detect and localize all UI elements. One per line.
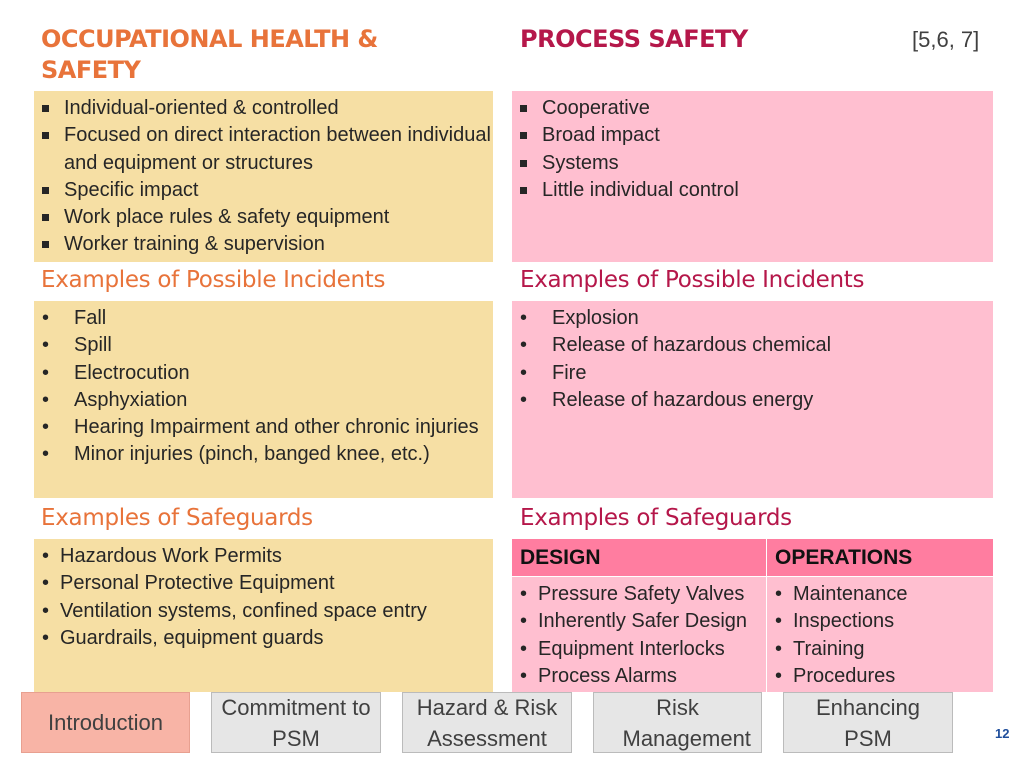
list-item-text: Broad impact bbox=[542, 124, 660, 147]
ps-incidents-box bbox=[512, 301, 993, 498]
list-item bbox=[767, 663, 993, 690]
list-item bbox=[34, 231, 493, 258]
square-bullet-icon bbox=[42, 105, 49, 112]
list-item bbox=[34, 332, 493, 359]
ohs-incidents-box bbox=[34, 301, 493, 498]
square-bullet-icon bbox=[520, 105, 527, 112]
ps-title: PROCESS SAFETY bbox=[520, 25, 748, 53]
list-item bbox=[512, 177, 993, 204]
ohs-safeguards-list bbox=[34, 543, 493, 652]
operations-list bbox=[767, 581, 993, 690]
list-item bbox=[512, 608, 766, 635]
list-item bbox=[512, 636, 766, 663]
list-item-text: Ventilation systems, confined space entry bbox=[60, 599, 427, 622]
list-item-text: Release of hazardous chemical bbox=[552, 334, 832, 357]
list-item-text: Cooperative bbox=[542, 97, 650, 119]
bullet-icon: • bbox=[520, 361, 528, 384]
list-item-text: Work place rules & safety equipment bbox=[64, 206, 390, 229]
nav-commitment-to-psm[interactable] bbox=[211, 692, 381, 753]
bullet-icon: • bbox=[520, 664, 528, 687]
list-item-text: Electrocution bbox=[74, 361, 190, 384]
citation: [5,6, 7] bbox=[912, 27, 980, 52]
list-item-text: Training bbox=[793, 637, 865, 660]
list-item-text: Minor injuries (pinch, banged knee, etc.) bbox=[74, 443, 430, 466]
list-item-text: Specific impact bbox=[64, 178, 199, 201]
list-item bbox=[34, 543, 493, 570]
nav-risk-management[interactable] bbox=[593, 692, 762, 753]
list-item bbox=[767, 581, 993, 608]
list-item bbox=[34, 177, 493, 204]
square-bullet-icon bbox=[42, 187, 49, 194]
ohs-title: OCCUPATIONAL HEALTH & SAFETY bbox=[41, 25, 378, 84]
bullet-icon: • bbox=[775, 583, 783, 605]
nav-introduction[interactable] bbox=[21, 692, 190, 753]
list-item-text: Hearing Impairment and other chronic injuries bbox=[74, 416, 479, 439]
bullet-icon: • bbox=[42, 416, 50, 439]
list-item bbox=[34, 625, 493, 652]
ps-traits-box bbox=[512, 91, 993, 262]
list-item bbox=[34, 414, 493, 441]
list-item bbox=[34, 95, 493, 122]
nav-enhancing-psm[interactable] bbox=[783, 692, 953, 753]
square-bullet-icon bbox=[42, 132, 49, 139]
bullet-icon: • bbox=[42, 572, 50, 595]
ohs-traits-box bbox=[34, 91, 493, 262]
list-item-text: Individual-oriented & controlled bbox=[64, 97, 339, 119]
ohs-incidents-title: Examples of Possible Incidents bbox=[41, 267, 386, 293]
list-item-text: Release of hazardous energy bbox=[552, 388, 814, 411]
list-item bbox=[34, 570, 493, 597]
list-item-text: Process Alarms bbox=[538, 664, 677, 687]
nav-label: Risk Management bbox=[622, 694, 751, 751]
square-bullet-icon bbox=[520, 160, 527, 167]
bullet-icon: • bbox=[520, 583, 528, 605]
bullet-icon: • bbox=[42, 334, 50, 357]
list-item-text: Explosion bbox=[552, 307, 639, 329]
ohs-safeguards-box bbox=[34, 539, 493, 692]
bullet-icon: • bbox=[42, 361, 50, 384]
bullet-icon: • bbox=[42, 307, 50, 329]
square-bullet-icon bbox=[42, 241, 49, 248]
bullet-icon: • bbox=[520, 610, 528, 633]
list-item bbox=[512, 581, 766, 608]
list-item-text: Asphyxiation bbox=[74, 388, 188, 411]
list-item bbox=[512, 663, 766, 690]
list-item bbox=[512, 150, 993, 177]
bullet-icon: • bbox=[520, 307, 528, 329]
ohs-incidents-list bbox=[34, 305, 493, 469]
ohs-traits-list bbox=[34, 95, 493, 259]
list-item-text: Inherently Safer Design bbox=[538, 610, 748, 633]
nav-label: Enhancing PSM bbox=[816, 694, 920, 751]
list-item-text: Procedures bbox=[793, 664, 896, 687]
list-item-text: Guardrails, equipment guards bbox=[60, 626, 324, 649]
bullet-icon: • bbox=[42, 443, 50, 466]
list-item-text: Hazardous Work Permits bbox=[60, 545, 282, 567]
bullet-icon: • bbox=[520, 388, 528, 411]
nav-label: Introduction bbox=[48, 710, 163, 735]
design-header: DESIGN bbox=[512, 539, 766, 576]
bullet-icon: • bbox=[520, 334, 528, 357]
list-item-text: Spill bbox=[74, 334, 112, 357]
nav-hazard-risk-assessment[interactable] bbox=[402, 692, 572, 753]
operations-header: OPERATIONS bbox=[767, 539, 993, 576]
ps-safeguards-title: Examples of Safeguards bbox=[520, 505, 792, 531]
list-item-text: Fall bbox=[74, 307, 107, 329]
square-bullet-icon bbox=[520, 187, 527, 194]
list-item-text: Worker training & supervision bbox=[64, 233, 325, 256]
bullet-icon: • bbox=[775, 664, 783, 687]
ps-safeguards-table bbox=[512, 539, 993, 692]
nav-label: Commitment to PSM bbox=[221, 694, 371, 751]
list-item-text: Inspections bbox=[793, 610, 895, 633]
bullet-icon: • bbox=[42, 545, 50, 567]
nav-label: Hazard & Risk Assessment bbox=[416, 694, 558, 751]
list-item-text: Fire bbox=[552, 361, 587, 384]
list-item bbox=[767, 636, 993, 663]
square-bullet-icon bbox=[520, 132, 527, 139]
list-item bbox=[34, 360, 493, 387]
ohs-safeguards-title: Examples of Safeguards bbox=[41, 505, 313, 531]
ps-incidents-list bbox=[512, 305, 993, 414]
ps-incidents-title: Examples of Possible Incidents bbox=[520, 267, 865, 293]
list-item bbox=[512, 122, 993, 149]
list-item-text: Systems bbox=[542, 151, 619, 174]
ps-traits-list bbox=[512, 95, 993, 204]
list-item bbox=[512, 305, 993, 332]
bullet-icon: • bbox=[42, 388, 50, 411]
list-item bbox=[767, 608, 993, 635]
square-bullet-icon bbox=[42, 214, 49, 221]
list-item bbox=[34, 305, 493, 332]
list-item-text: Little individual control bbox=[542, 178, 739, 201]
design-cell bbox=[512, 577, 766, 692]
bullet-icon: • bbox=[42, 599, 50, 622]
bullet-icon: • bbox=[775, 610, 783, 633]
list-item bbox=[512, 332, 993, 359]
list-item bbox=[512, 360, 993, 387]
list-item bbox=[34, 122, 493, 177]
list-item-text: Personal Protective Equipment bbox=[60, 572, 335, 595]
design-list bbox=[512, 581, 766, 690]
operations-cell bbox=[767, 577, 993, 692]
list-item-text: Pressure Safety Valves bbox=[538, 583, 745, 605]
bullet-icon: • bbox=[42, 626, 50, 649]
page-number: 12 bbox=[995, 726, 1010, 741]
list-item-text: Maintenance bbox=[793, 583, 908, 605]
list-item bbox=[512, 95, 993, 122]
list-item bbox=[34, 598, 493, 625]
list-item bbox=[34, 387, 493, 414]
bullet-icon: • bbox=[775, 637, 783, 660]
list-item-text: Equipment Interlocks bbox=[538, 637, 725, 660]
list-item bbox=[34, 204, 493, 231]
list-item bbox=[34, 441, 493, 468]
bullet-icon: • bbox=[520, 637, 528, 660]
list-item bbox=[512, 387, 993, 414]
list-item-text: Focused on direct interaction between individual and equipment or structures bbox=[64, 124, 491, 174]
